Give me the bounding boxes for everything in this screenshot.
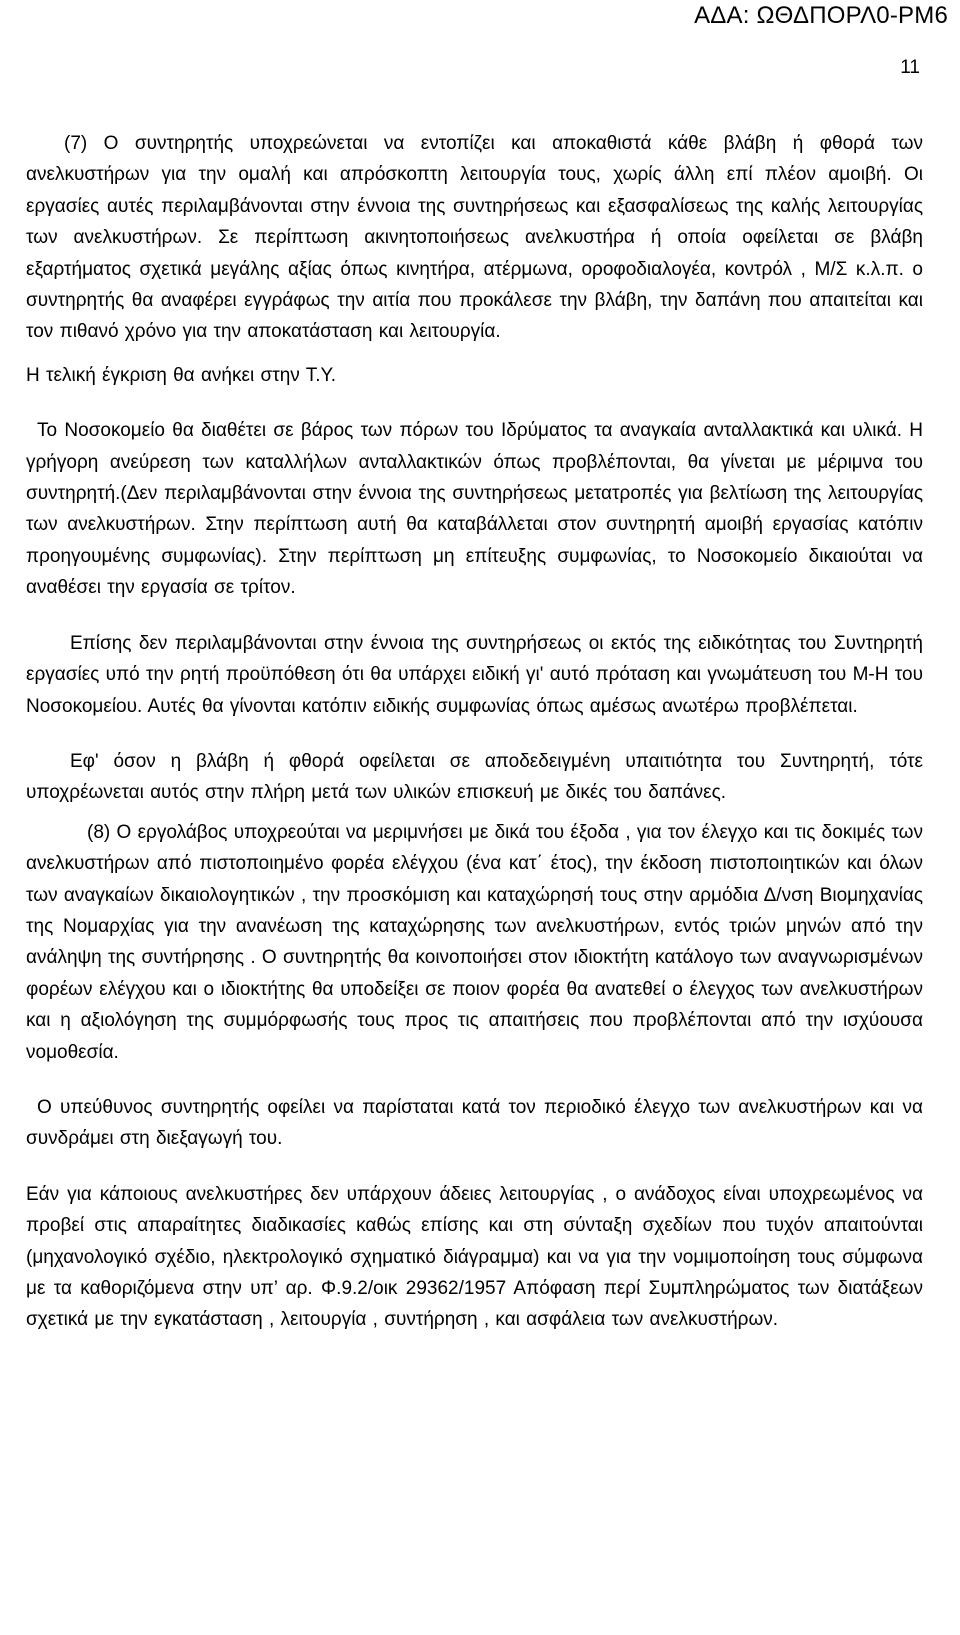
ada-code: ΑΔΑ: ΩΘΔΠΟΡΛ0-ΡΜ6 <box>694 2 948 29</box>
paragraph-7-maintenance-duties: (7) Ο συντηρητής υποχρεώνεται να εντοπίζει και αποκαθιστά κάθε βλάβη ή φθορά των ανελκυστήρων για την ομαλή και απρόσκοπτη λειτουργία τους, χωρίς άλλη επί πλέον αμοιβή. Οι εργασίες αυτές περιλαμβάνονται στην έννοια της συντηρήσεως και εξασφαλίσεως της καλής λειτουργίας των ανελκυστήρων. Σε περίπτωση ακινητοποιήσεως ανελκυστήρα ή οποία οφείλεται σε βλάβη εξαρτήματος σχετικά μεγάλης αξίας όπως κινητήρα, ατέρμωνα, οροφοδιαλογέα, κοντρόλ , Μ/Σ κ.λ.π. ο συντηρητής θα αναφέρει εγγράφως την αιτία που προκάλεσε την βλάβη, την δαπάνη που απαιτείται και τον πιθανό χρόνο για την αποκατάσταση και λειτουργία. <box>26 133 923 343</box>
document-body <box>26 128 923 1336</box>
paragraph-final-approval: Η τελική έγκριση θα ανήκει στην Τ.Υ. <box>26 364 337 386</box>
paragraph-operating-licenses: Εάν για κάποιους ανελκυστήρες δεν υπάρχουν άδειες λειτουργίας , ο ανάδοχος είναι υποχρεωμένος να προβεί στις απαραίτητες διαδικασίες καθώς επίσης και στη σύνταξη σχεδίων που τυχόν απαιτούνται (μηχανολογικό σχέδιο, ηλεκτρολογικό σχηματικό διάγραμμα) και να για την νομιμοποίηση τους σύμφωνα με τα καθοριζόμενα στην υπ’ αρ. Φ.9.2/οικ 29362/1957 Απόφαση περί Συμπληρώματος των διατάξεων σχετικά με την εγκατάσταση , λειτουργία , συντήρηση , και ασφάλεια των ανελκυστήρων. <box>26 1183 923 1331</box>
paragraph-inspection-presence: Ο υπεύθυνος συντηρητής οφείλει να παρίσταται κατά τον περιοδικό έλεγχο των ανελκυστήρων και να συνδράμει στη διεξαγωγή του. <box>26 1096 923 1150</box>
paragraph-excluded-works: Επίσης δεν περιλαμβάνονται στην έννοια της συντηρήσεως οι εκτός της ειδικότητας του Συντηρητή εργασίες υπό την ρητή προϋπόθεση ότι θα υπάρχει ειδική γι' αυτό πρόταση και γνωμάτευση του Μ-Η του Νοσοκομείου. Αυτές θα γίνονται κατόπιν ειδικής συμφωνίας όπως αμέσως ανωτέρω προβλέπεται. <box>26 632 923 717</box>
paragraph-spare-parts: Το Νοσοκομείο θα διαθέτει σε βάρος των πόρων του Ιδρύματος τα αναγκαία ανταλλακτικά και υλικά. Η γρήγορη ανεύρεση των καταλλήλων ανταλλακτικών όπως προβλέπονται, θα γίνεται με μέριμνα του συντηρητή.(Δεν περιλαμβάνονται στην έννοια της συντηρήσεως μετατροπές για βελτίωση της λειτουργίας των ανελκυστήρων. Στην περίπτωση αυτή θα καταβάλλεται στον συντηρητή αμοιβή εργασίας κατόπιν προηγουμένης συμφωνίας). Στην περίπτωση μη επίτευξης συμφωνίας, το Νοσοκομείο δικαιούται να αναθέσει την εργασία σε τρίτον. <box>26 420 923 599</box>
paragraph-8-inspection: (8) Ο εργολάβος υποχρεούται να μεριμνήσει με δικά του έξοδα , για τον έλεγχο και τις δοκιμές των ανελκυστήρων από πιστοποιημένο φορέα ελέγχου (ένα κατ΄ έτος), την έκδοση πιστοποιητικών και όλων των αναγκαίων δικαιολογητικών , την προσκόμιση και καταχώρησή τους στην αρμόδια Δ/νση Βιομηχανίας της Νομαρχίας για την ανανέωση της καταχώρησης των ανελκυστήρων, εντός τριών μηνών από την ανάληψη της συντήρησης . Ο συντηρητής θα κοινοποιήσει στον ιδιοκτήτη κατάλογο των αναγνωρισμένων φορέων ελέγχου και ο ιδιοκτήτης θα υποδείξει σε ποιον φορέα θα ανατεθεί ο έλεγχος των ανελκυστήρων και η αξιολόγηση της συμμόρφωσής τους προς τις απαιτήσεις που προβλέπονται από την ισχύουσα νομοθεσία. <box>26 821 923 1063</box>
page-number: 11 <box>900 57 920 78</box>
paragraph-contractor-liability: Εφ' όσον η βλάβη ή φθορά οφείλεται σε αποδεδειγμένη υπαιτιότητα του Συντηρητή, τότε υποχρέωνεται αυτός στην πλήρη μετά των υλικών επισκευή με δικές του δαπάνες. <box>26 750 923 804</box>
